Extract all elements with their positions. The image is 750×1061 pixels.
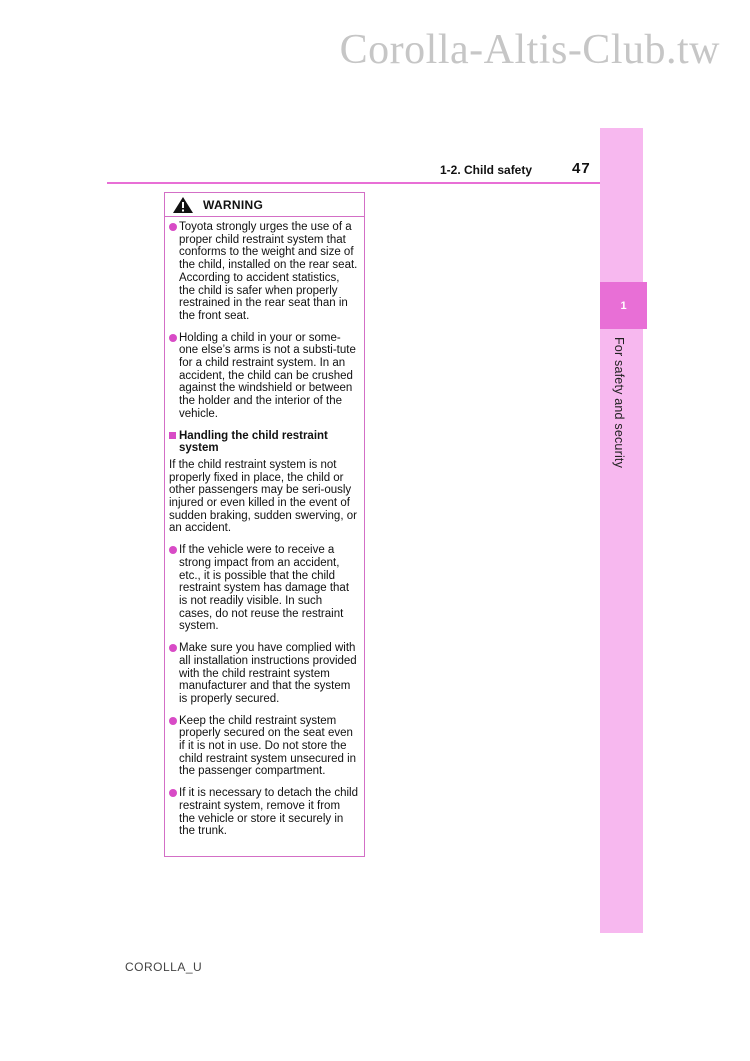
header-divider: [107, 182, 600, 184]
warning-item-text: Toyota strongly urges the use of a proper child restraint system that conforms to the weight and size of the child, installed on the rear seat. According to accident statistics, the child is safer when properly restrained in the rear seat than in the front seat.: [179, 221, 358, 322]
warning-item-text: If it is necessary to detach the child restraint system, remove it from the vehicle or store it securely in the trunk.: [179, 787, 358, 838]
section-title: 1-2. Child safety: [440, 163, 533, 177]
chapter-number-badge[interactable]: 1: [600, 282, 647, 329]
bullet-dot-icon: [169, 546, 177, 554]
chapter-title: For safety and security: [612, 337, 626, 469]
warning-label: WARNING: [203, 197, 264, 212]
warning-item: [169, 221, 358, 323]
warning-item-text: Make sure you have complied with all installation instructions provided with the child restraint system manufacturer and that the system is properly secured.: [179, 642, 357, 705]
footer-model-code: COROLLA_U: [125, 960, 203, 974]
warning-triangle-icon: [172, 196, 194, 214]
side-tab: [600, 128, 643, 933]
warning-item: [169, 332, 358, 421]
page-number: 47: [572, 160, 591, 177]
warning-subheading: [169, 430, 358, 455]
warning-item-text: Keep the child restraint system properly secured on the seat even if it is not in use. Do not store the child restraint system unsecured in the passenger compartment.: [179, 714, 357, 778]
warning-box: [164, 192, 365, 857]
warning-item-text: If the vehicle were to receive a strong impact from an accident, etc., it is possible that the child restraint system has damage that is not readily visible. In such cases, do not reuse the restraint system.: [179, 544, 350, 633]
warning-item: [169, 715, 358, 779]
bullet-dot-icon: [169, 334, 177, 342]
warning-subheading-text: Handling the child restraint system: [179, 429, 328, 455]
warning-item: [169, 544, 358, 633]
watermark-text: Corolla-Altis-Club.tw: [339, 27, 720, 73]
warning-item-text: Holding a child in your or some-one else’s arms is not a substi-tute for a child restraint system. In an accident, the child can be crushed against the windshield or between the holder and the interior of the vehicle.: [179, 331, 356, 420]
warning-item: [169, 642, 358, 706]
warning-body: [165, 217, 364, 838]
bullet-dot-icon: [169, 789, 177, 797]
warning-header: [165, 193, 364, 217]
bullet-dot-icon: [169, 644, 177, 652]
warning-item: [169, 787, 358, 838]
bullet-dot-icon: [169, 717, 177, 725]
warning-paragraph: If the child restraint system is not properly fixed in place, the child or other passengers may be seri-ously injured or even killed in the event of sudden braking, sudden swerving, or an accident.: [169, 458, 357, 535]
bullet-square-icon: [169, 432, 176, 439]
bullet-dot-icon: [169, 223, 177, 231]
